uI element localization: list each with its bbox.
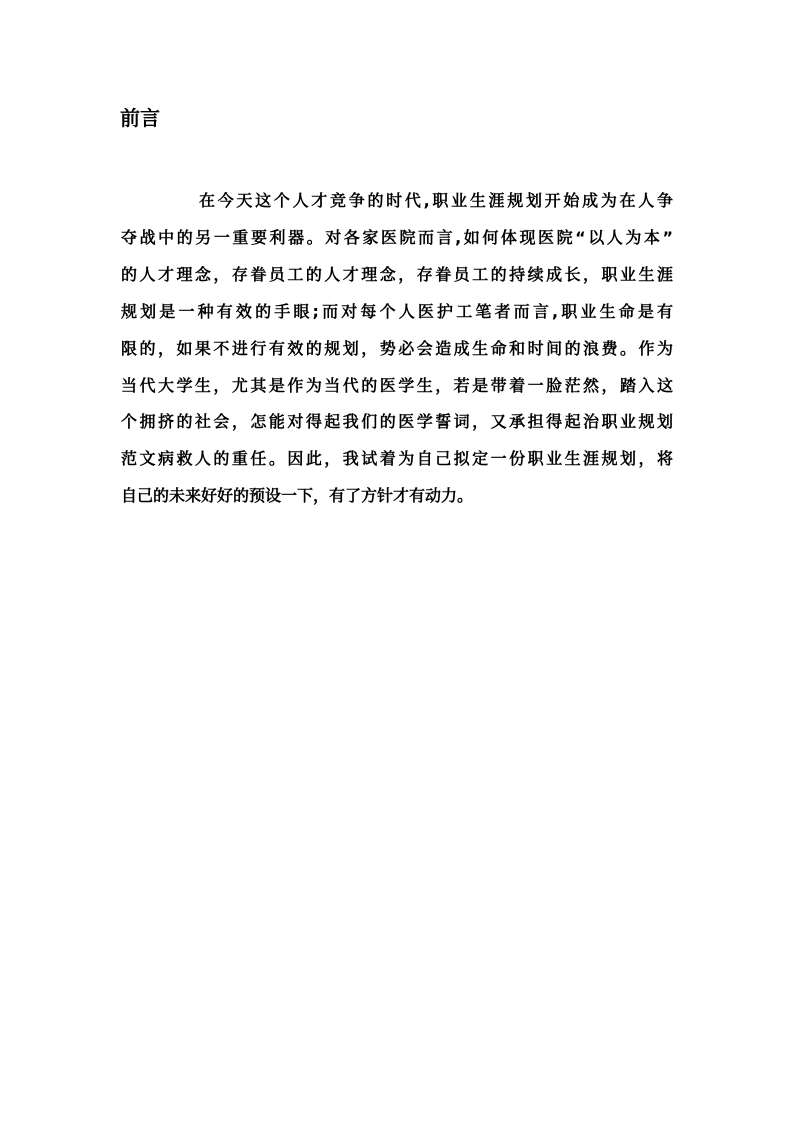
paragraph-line: 规划是一种有效的手眼;而对每个人医护工笔者而言,职业生命是有 xyxy=(121,301,673,321)
paragraph-line: 当代大学生，尤其是作为当代的医学生，若是带着一脸茫然，踏入这 xyxy=(121,375,673,395)
paragraph-line: 的人才理念，存眷员工的人才理念，存眷员工的持续成长，职业生涯 xyxy=(121,264,673,284)
paragraph-line: 在今天这个人才竞争的时代,职业生涯规划开始成为在人争 xyxy=(199,191,673,210)
page-heading: 前言 xyxy=(120,106,160,130)
paragraph-line: 个拥挤的社会，怎能对得起我们的医学誓词，又承担得起治职业规划 xyxy=(121,412,673,432)
paragraph-line: 夺战中的另一重要利器。对各家医院而言,如何体现医院“以人为本” xyxy=(121,227,673,247)
paragraph-line: 自己的未来好好的预设一下，有了方针才有动力。 xyxy=(121,486,474,506)
body-paragraph xyxy=(121,183,673,515)
paragraph-line: 范文病救人的重任。因此，我试着为自己拟定一份职业生涯规划，将 xyxy=(121,449,673,469)
paragraph-line: 限的，如果不进行有效的规划，势必会造成生命和时间的浪费。作为 xyxy=(121,338,673,358)
